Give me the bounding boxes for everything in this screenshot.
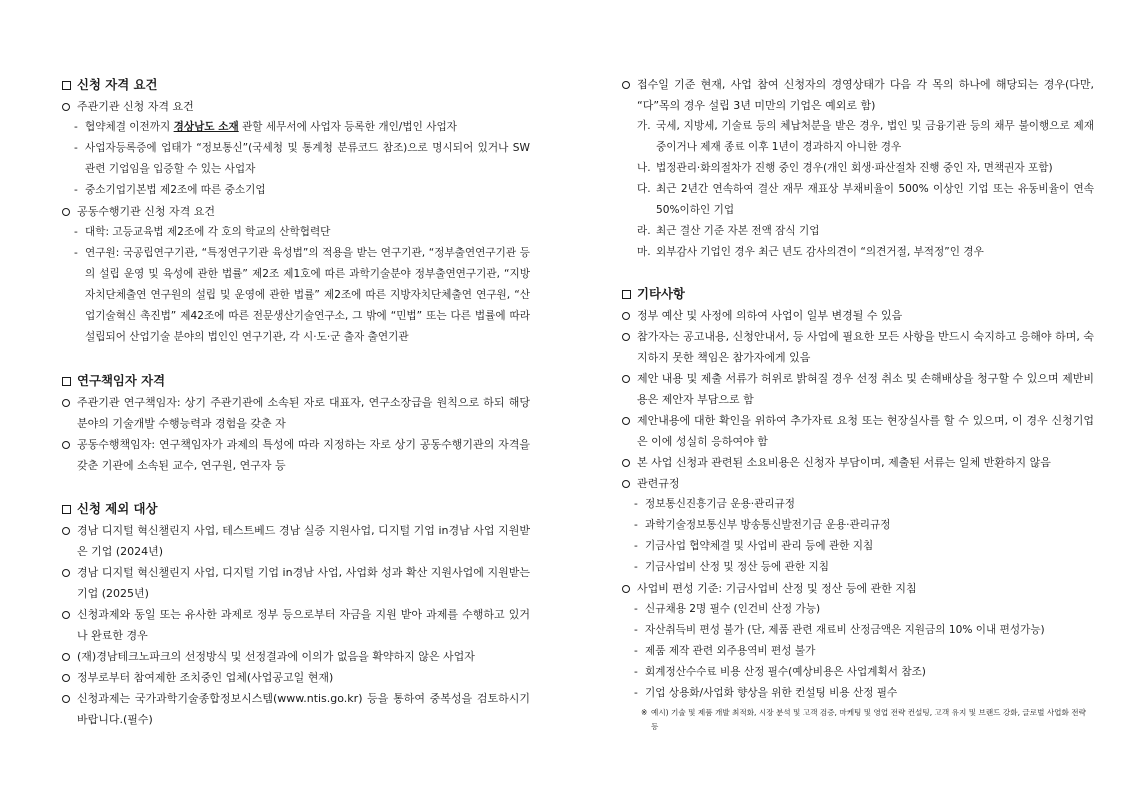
circle-bullet-icon: [622, 305, 637, 326]
circle-bullet-icon: [622, 473, 637, 494]
dash-icon: -: [634, 603, 638, 615]
dash-icon: -: [74, 184, 78, 196]
dash-icon: -: [74, 226, 78, 238]
dash-icon: -: [74, 247, 78, 259]
circle-bullet-icon: [62, 562, 77, 604]
list-item: - 과학기술정보통신부 방송통신발전기금 운용·관리규정: [622, 515, 1094, 536]
circle-bullet-icon: [622, 368, 637, 410]
list-item: 경남 디지털 혁신챌린지 사업, 디지털 기업 in경남 사업, 사업화 성과 확산 지원사업에 지원받는 기업 (2025년): [62, 562, 530, 604]
dash-icon: -: [634, 498, 638, 510]
list-item: 마. 외부감사 기업인 경우 최근 년도 감사의견이 “의견거절, 부적정”인 경우: [637, 246, 984, 258]
dash-icon: -: [74, 142, 78, 154]
circle-bullet-icon: [62, 96, 77, 117]
list-item: - 대학: 고등교육법 제2조에 각 호의 학교의 산학협력단: [62, 222, 530, 243]
list-item: 주관기관 연구책임자: 상기 주관기관에 소속된 자로 대표자, 연구소장급을 원칙으로 하되 해당분야의 기술개발 수행능력과 경험을 갖춘 자: [62, 392, 530, 434]
circle-bullet-icon: [622, 578, 637, 599]
dash-icon: -: [634, 519, 638, 531]
list-item: - 협약체결 이전까지 경상남도 소재 관할 세무서에 사업자 등록한 개인/법인 사업자: [62, 117, 530, 138]
square-bullet-icon: [622, 290, 631, 299]
circle-bullet-icon: [62, 434, 77, 476]
list-item: - 제품 제작 관련 외주용역비 편성 불가: [622, 641, 1094, 662]
circle-bullet-icon: [62, 667, 77, 688]
list-item: 제안내용에 대한 확인을 위하여 추가자료 요청 또는 현장실사를 할 수 있으며, 이 경우 신청기업은 이에 성실히 응하여야 함: [622, 410, 1094, 452]
circle-bullet-icon: [62, 392, 77, 434]
list-item: 관련규정: [622, 473, 1094, 494]
dash-icon: -: [634, 540, 638, 552]
dash-icon: -: [634, 666, 638, 678]
dash-icon: -: [634, 561, 638, 573]
list-item: - 회계정산수수료 비용 산정 필수(예상비용은 사업계획서 참조): [622, 662, 1094, 683]
circle-bullet-icon: [622, 326, 637, 368]
list-item: 가. 국세, 지방세, 기술료 등의 체납처분을 받은 경우, 법인 및 금융기관 등의 채무 불이행으로 제재 중이거나 제재 종료 이후 1년이 경과하지 아니한 경우: [637, 120, 1094, 153]
list-item: 다. 최근 2년간 연속하여 결산 재무 재표상 부채비율이 500% 이상인 기업 또는 유동비율이 연속 50%이하인 기업: [637, 183, 1094, 216]
dash-icon: -: [634, 687, 638, 699]
section-title: 연구책임자 자격: [77, 373, 166, 388]
list-item: 신청과제와 동일 또는 유사한 과제로 정부 등으로부터 자금을 지원 받아 과제를 수행하고 있거나 완료한 경우: [62, 604, 530, 646]
list-item: - 기금사업 협약체결 및 사업비 관리 등에 관한 지침: [622, 536, 1094, 557]
list-item: 주관기관 신청 자격 요건: [62, 96, 530, 117]
dash-icon: -: [634, 624, 638, 636]
circle-bullet-icon: [62, 201, 77, 222]
section-heading-other: [622, 283, 1094, 305]
list-item: 본 사업 신청과 관련된 소요비용은 신청자 부담이며, 제출된 서류는 일체 반환하지 않음: [622, 452, 1094, 473]
circle-bullet-icon: [62, 520, 77, 562]
section-heading-exclusions: [62, 498, 530, 520]
list-item: 신청과제는 국가과학기술종합정보시스템(www.ntis.go.kr) 등을 통하여 중복성을 검토하시기 바랍니다.(필수): [62, 688, 530, 730]
list-item: - 자산취득비 편성 불가 (단, 제품 관련 재료비 산정금액은 지원금의 10% 이내 편성가능): [622, 620, 1094, 641]
list-item: 사업비 편성 기준: 기금사업비 산정 및 정산 등에 관한 지침: [622, 578, 1094, 599]
circle-bullet-icon: [622, 74, 637, 116]
dash-icon: -: [74, 121, 78, 133]
list-item: - 신규채용 2명 필수 (인건비 산정 가능): [622, 599, 1094, 620]
list-item: 제안 내용 및 제출 서류가 허위로 밝혀질 경우 선정 취소 및 손해배상을 청구할 수 있으며 제반비용은 제안자 부담으로 함: [622, 368, 1094, 410]
list-item: 나. 법정관리·화의절차가 진행 중인 경우(개인 회생·파산절차 진행 중인 자, 면책권자 포함): [637, 162, 1053, 174]
list-item: 경남 디지털 혁신챌린지 사업, 테스트베드 경남 실증 지원사업, 디지털 기업 in경남 사업 지원받은 기업 (2024년): [62, 520, 530, 562]
circle-bullet-icon: [62, 688, 77, 730]
emphasis-text: 경상남도 소재: [173, 121, 239, 133]
list-item: - 기금사업비 산정 및 정산 등에 관한 지침: [622, 557, 1094, 578]
section-heading-researcher: [62, 370, 530, 392]
square-bullet-icon: [62, 505, 71, 514]
circle-bullet-icon: [622, 452, 637, 473]
list-item: (재)경남테크노파크의 선정방식 및 선정결과에 이의가 없음을 확약하지 않은 사업자: [62, 646, 530, 667]
list-item: 라. 최근 결산 기준 자본 전액 잠식 기업: [637, 225, 820, 237]
square-bullet-icon: [62, 81, 71, 90]
list-item: 공동수행책임자: 연구책임자가 과제의 특성에 따라 지정하는 자로 상기 공동수행기관의 자격을 갖춘 기관에 소속된 교수, 연구원, 연구자 등: [62, 434, 530, 476]
footnote: ※ 예시) 기술 및 제품 개발 최적화, 시장 분석 및 고객 검증, 마케팅 및 영업 전략 컨설팅, 고객 유지 및 브랜드 강화, 글로벌 사업화 전략 등: [622, 706, 1094, 734]
list-item: 공동수행기관 신청 자격 요건: [62, 201, 530, 222]
list-item: 접수일 기준 현재, 사업 참여 신청자의 경영상태가 다음 각 목의 하나에 해당되는 경우(다만, “다”목의 경우 설립 3년 미만의 기업은 예외로 함): [622, 74, 1094, 116]
list-item: 정부로부터 참여제한 조치중인 업체(사업공고일 현재): [62, 667, 530, 688]
list-item: - 사업자등록증에 업태가 “정보통신”(국세청 및 통계청 분류코드 참조)으로 명시되어 있거나 SW관련 기업임을 입증할 수 있는 사업자: [62, 138, 530, 180]
list-item: 참가자는 공고내용, 신청안내서, 등 사업에 필요한 모든 사항을 반드시 숙지하고 응해야 하며, 숙지하지 못한 책임은 참가자에게 있음: [622, 326, 1094, 368]
square-bullet-icon: [62, 377, 71, 386]
list-item: 정부 예산 및 사정에 의하여 사업이 일부 변경될 수 있음: [622, 305, 1094, 326]
note-mark: ※: [641, 708, 648, 717]
list-item: - 정보통신진흥기금 운용·관리규정: [622, 494, 1094, 515]
right-column: [622, 74, 1094, 734]
left-column: [62, 74, 530, 730]
circle-bullet-icon: [62, 646, 77, 667]
list-item: - 연구원: 국공립연구기관, “특정연구기관 육성법”의 적용을 받는 연구기관, “정부출연연구기관 등의 설립 운영 및 육성에 관한 법률” 제2조 제1호에 따른 과학기술분야 정부출연연구기관, “지방자치단체출연 연구원의 설립 및 운영에 관한 법률” 제2조에 따른 지방자치단체출연 연구원, “산업기술혁신 촉진법” 제42조에 따른 전문생산기술연구소, 그 밖에 “민법” 또는 다른 법률에 따라 설립되어 산업기술 분야의 법인인 연구기관, 각 시·도·군 출자 출연기관: [62, 243, 530, 348]
dash-icon: -: [634, 645, 638, 657]
list-item: - 기업 상용화/사업화 향상을 위한 컨설팅 비용 산정 필수: [622, 683, 1094, 704]
list-item: - 중소기업기본법 제2조에 따른 중소기업: [62, 180, 530, 201]
section-heading-eligibility: [62, 74, 530, 96]
circle-bullet-icon: [622, 410, 637, 452]
section-title: 신청 자격 요건: [77, 77, 158, 92]
section-title: 기타사항: [637, 286, 685, 301]
section-title: 신청 제외 대상: [77, 501, 158, 516]
circle-bullet-icon: [62, 604, 77, 646]
